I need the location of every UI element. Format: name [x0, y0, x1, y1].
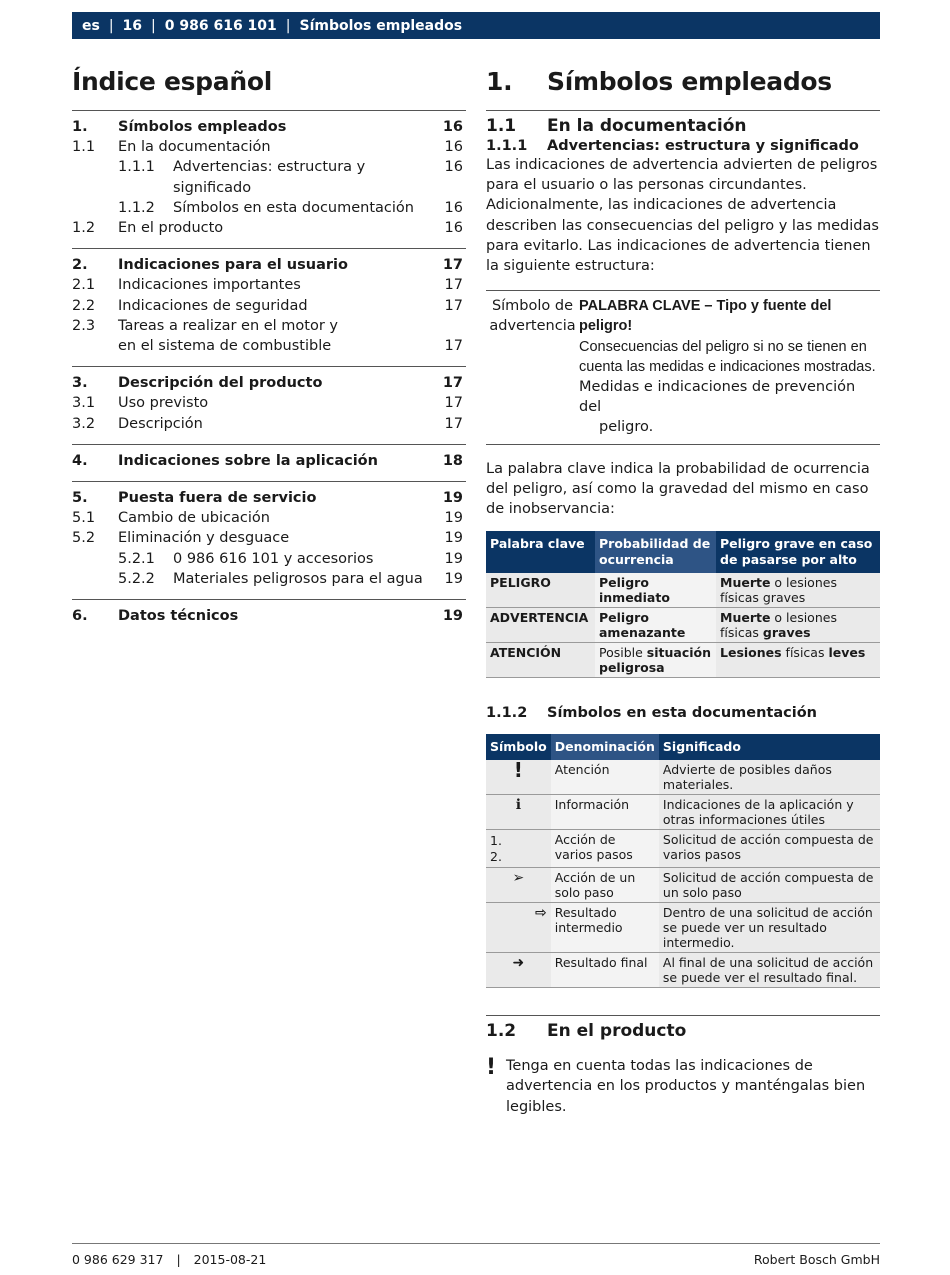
toc-entry-number: 3.2: [72, 415, 96, 432]
toc-entry-number: [72, 336, 118, 356]
toc-entry-number: 2.3: [72, 317, 96, 334]
toc-entry-page: 17: [442, 375, 463, 392]
outline-arrow-icon: ⇨: [535, 905, 547, 922]
toc-title: Índice español: [72, 67, 272, 96]
severity-cell: [716, 643, 880, 678]
toc-entry-page: 19: [444, 530, 463, 547]
subsubsection-title: [486, 704, 880, 722]
toc-entry-number: 2.: [72, 257, 88, 274]
symbol-cell: [486, 795, 551, 830]
footer-left: [72, 1252, 266, 1267]
probability-text-bold: situación peligrosa: [599, 645, 712, 676]
toc-group: [72, 110, 466, 248]
section-title: [486, 66, 880, 110]
toc-group: [72, 599, 466, 636]
toc-entry-page: 17: [444, 338, 463, 355]
exclamation-icon: !: [486, 1055, 497, 1081]
product-note-text: Tenga en cuenta todas las indicaciones de advertencia en los productos y manténgalas bien legibles.: [506, 1058, 866, 1115]
product-note: [486, 1056, 880, 1117]
toc-entry-number: 5.2.1: [118, 550, 155, 567]
symbol-name-cell: Atención: [551, 760, 659, 795]
toc-entry-number: 5.2: [72, 530, 96, 547]
table-row: [486, 608, 880, 643]
toc-entry-number: 6.: [72, 608, 88, 625]
toc-entry-page: 17: [444, 277, 463, 294]
toc-entry-text: En la documentación: [118, 139, 271, 156]
keyword-cell: [486, 643, 595, 678]
footer-doc-number: 0 986 629 317: [72, 1252, 164, 1267]
toc-entry-page: 16: [442, 119, 463, 135]
keyword-text: ADVERTENCIA: [490, 610, 589, 626]
warning-measures-line: peligro.: [599, 419, 654, 436]
toc-entry-page: 19: [444, 510, 463, 527]
section-title-text: Símbolos empleados: [547, 67, 832, 96]
header-doc-number: 0 986 616 101: [164, 17, 277, 34]
toc-entry-number: 1.1.1: [118, 159, 155, 176]
toc-entry-number: 1.2: [72, 220, 96, 237]
symbol-meaning-cell: Solicitud de acción compuesta de un solo paso: [659, 868, 880, 903]
divider: [486, 1015, 880, 1016]
exclamation-icon: !: [513, 758, 523, 783]
toc-entry[interactable]: [72, 451, 466, 471]
toc-entry-text: Eliminación y desguace: [118, 530, 290, 547]
toc-entry[interactable]: [72, 508, 466, 528]
toc-entry-text: 0 986 616 101 y accesorios: [173, 550, 374, 567]
toc-entry-text: Puesta fuera de servicio: [118, 490, 317, 507]
subsection-number: 1.2: [486, 1021, 517, 1042]
table-header-cell: Símbolo: [486, 734, 551, 760]
toc-entry-number: 4.: [72, 452, 88, 469]
subsection-title-text: En la documentación: [547, 116, 747, 136]
probability-cell: [595, 608, 716, 643]
symbol-name-cell: Acción de un solo paso: [551, 868, 659, 903]
toc-entry-text: Tareas a realizar en el motor y: [118, 317, 339, 334]
toc-entry-text: en el sistema de combustible: [118, 338, 332, 355]
bold-arrow-icon: ➜: [512, 955, 525, 972]
table-row: [486, 643, 880, 678]
header-page: 16: [122, 17, 143, 34]
toc-entry-page: [442, 316, 466, 336]
footer-company: Robert Bosch GmbH: [753, 1252, 880, 1267]
toc-entry[interactable]: [72, 157, 466, 197]
toc-entry[interactable]: [72, 569, 466, 589]
toc-entry-number: 5.: [72, 490, 88, 507]
table-row: [486, 573, 880, 608]
toc-entry[interactable]: [72, 218, 466, 238]
toc-entry-text: Símbolos empleados: [118, 119, 287, 135]
toc-entry-number: 1.1.2: [118, 199, 155, 216]
toc-entry-number: 1.: [72, 119, 88, 135]
table-row: [486, 903, 880, 953]
toc-entry-text: Indicaciones para el usuario: [118, 257, 348, 274]
table-row: [486, 760, 880, 795]
toc-entry-number: 5.1: [72, 510, 96, 527]
toc-group: [72, 366, 466, 444]
toc-entry[interactable]: [72, 549, 466, 569]
probability-text: Posible: [599, 645, 647, 661]
header-bar: [72, 12, 880, 39]
toc-entry-page: 17: [444, 297, 463, 314]
toc-entry-page: 17: [444, 395, 463, 412]
toc-entry[interactable]: [72, 414, 466, 434]
severity-text: o lesiones físicas: [720, 610, 837, 641]
warning-consequence-line: Consecuencias del peligro si no se tienen en: [579, 338, 867, 355]
table-header-cell: Peligro grave en caso de pasarse por alto: [716, 531, 880, 573]
toc-entry-page: 19: [442, 608, 463, 625]
symbol-meaning-cell: Dentro de una solicitud de acción se puede ver un resultado intermedio.: [659, 903, 880, 953]
symbol-cell: [486, 868, 551, 903]
subsubsection-title: [486, 137, 880, 155]
header-separator: |: [108, 17, 114, 34]
severity-cell: [716, 573, 880, 608]
subsubsection-title-text: Símbolos en esta documentación: [547, 705, 817, 722]
subsection-number: 1.1: [486, 116, 517, 136]
subsubsection-number: 1.1.1: [486, 138, 528, 154]
table-header-cell: Probabilidad de ocurrencia: [595, 531, 716, 573]
intro-paragraph: Las indicaciones de advertencia advierten de peligros para el usuario o las personas circundantes. Adicionalmente, las indicaciones de advertencia describen las consecuencias del peligro y las medidas para evitarlo. Las indicaciones de advertencia tienen la siguiente estructura:: [486, 157, 879, 275]
toc-entry-number: 1.1: [72, 139, 96, 156]
toc-entry-page: 19: [444, 550, 463, 567]
toc-entry-text: Símbolos en esta documentación: [173, 199, 414, 216]
keyword-paragraph: La palabra clave indica la probabilidad de ocurrencia del peligro, así como la gravedad del mismo en caso de inobservancia:: [486, 460, 870, 518]
toc-entry-page: 16: [444, 159, 463, 176]
probability-text-bold: Peligro inmediato: [599, 575, 670, 606]
table-header-cell: Palabra clave: [486, 531, 595, 573]
symbol-cell: [486, 953, 551, 988]
info-icon: ℹ: [515, 797, 522, 814]
symbol-cell: [486, 830, 551, 868]
severity-text: físicas: [781, 645, 829, 661]
severity-text-bold: graves: [762, 625, 811, 641]
symbol-meaning-cell: Al final de una solicitud de acción se puede ver el resultado final.: [659, 953, 880, 988]
toc-entry-page: 16: [444, 220, 463, 237]
toc-entry[interactable]: [72, 198, 466, 218]
symbol-name-cell: Resultado intermedio: [551, 903, 659, 953]
subsubsection-title-text: Advertencias: estructura y significado: [547, 138, 859, 154]
toc-entry-number: 2.2: [72, 297, 96, 314]
warning-content: [579, 296, 880, 437]
probability-cell: [595, 643, 716, 678]
severity-text-bold: Muerte: [720, 575, 771, 591]
divider: [486, 110, 880, 111]
toc-entry[interactable]: [72, 528, 466, 548]
severity-text-bold: Lesiones: [720, 645, 782, 661]
symbol-meaning-cell: Solicitud de acción compuesta de varios pasos: [659, 830, 880, 868]
toc-list: [72, 110, 466, 636]
toc-entry-text: Uso previsto: [118, 395, 209, 412]
keyword-table: [486, 531, 880, 678]
warning-symbol-label-line: advertencia: [489, 318, 576, 335]
table-row: [486, 795, 880, 830]
toc-entry-text: Descripción: [118, 415, 203, 432]
warning-measures-line: Medidas e indicaciones de prevención del: [579, 379, 856, 416]
symbol-name-cell: Acción de varios pasos: [551, 830, 659, 868]
toc-entry-page: 16: [444, 139, 463, 156]
toc-entry[interactable]: [72, 137, 466, 157]
probability-text-bold: Peligro amenazante: [599, 610, 686, 641]
symbol-name-cell: Información: [551, 795, 659, 830]
toc-entry-page: 17: [442, 257, 463, 274]
footer: [72, 1243, 880, 1267]
toc-entry-page: 19: [444, 570, 463, 587]
severity-text-bold: Muerte: [720, 610, 771, 626]
toc-entry[interactable]: [72, 316, 466, 336]
symbol-table: [486, 734, 880, 988]
symbol-name-cell: Resultado final: [551, 953, 659, 988]
table-header-cell: Significado: [659, 734, 880, 760]
toc-entry[interactable]: [72, 606, 466, 626]
symbol-cell: [486, 760, 551, 795]
footer-date: 2015-08-21: [193, 1252, 267, 1267]
toc-entry[interactable]: [72, 255, 466, 275]
arrowhead-icon: ➢: [512, 870, 525, 887]
warning-keyword-line: PALABRA CLAVE – Tipo y fuente del peligro!: [579, 298, 832, 335]
symbol-table-body: [486, 760, 880, 988]
subsection-title: [486, 1020, 880, 1042]
toc-entry-text: Indicaciones importantes: [118, 277, 301, 294]
table-row: [486, 868, 880, 903]
toc-entry-page: 18: [442, 452, 463, 469]
toc-group: [72, 248, 466, 366]
keyword-cell: [486, 573, 595, 608]
toc-entry-page: 16: [444, 199, 463, 216]
probability-cell: [595, 573, 716, 608]
toc-entry[interactable]: [72, 336, 466, 356]
toc-group: [72, 444, 466, 481]
toc-entry-text: Indicaciones sobre la aplicación: [118, 452, 378, 469]
symbol-meaning-cell: Indicaciones de la aplicación y otras informaciones útiles: [659, 795, 880, 830]
toc-entry-number: 5.2.2: [118, 570, 155, 587]
severity-text-bold: leves: [828, 645, 866, 661]
keyword-cell: [486, 608, 595, 643]
toc-entry-number: 3.1: [72, 395, 96, 412]
subsection-title-text: En el producto: [547, 1021, 687, 1042]
severity-cell: [716, 608, 880, 643]
header-section: Símbolos empleados: [299, 17, 463, 34]
toc-entry[interactable]: [72, 488, 466, 508]
table-header-cell: Denominación: [551, 734, 659, 760]
numbered-steps-icon: 1. 2.: [490, 833, 502, 865]
toc-entry[interactable]: [72, 393, 466, 413]
table-header-row: [486, 531, 880, 573]
toc-entry-page: 19: [442, 490, 463, 507]
toc-entry[interactable]: [72, 296, 466, 316]
content-column: [486, 66, 880, 1117]
warning-symbol-label-line: Símbolo de: [491, 298, 574, 315]
warning-symbol-label: [486, 296, 579, 437]
toc-entry[interactable]: [72, 117, 466, 137]
table-row: [486, 830, 880, 868]
table-row: [486, 953, 880, 988]
keyword-text: PELIGRO: [490, 575, 551, 591]
section-number: 1.: [486, 67, 513, 96]
toc-column: [72, 66, 466, 636]
header-separator: |: [151, 17, 156, 34]
toc-entry-text: Cambio de ubicación: [118, 510, 270, 527]
toc-entry-page: 17: [444, 415, 463, 432]
symbol-meaning-cell: Advierte de posibles daños materiales.: [659, 760, 880, 795]
footer-separator: |: [176, 1252, 181, 1267]
subsection-title: [486, 115, 880, 137]
header-separator: |: [285, 17, 291, 34]
header-lang: es: [82, 17, 100, 34]
toc-entry-text: Materiales peligrosos para el agua: [173, 570, 423, 587]
toc-entry[interactable]: [72, 373, 466, 393]
toc-entry-text: Descripción del producto: [118, 375, 323, 392]
toc-group: [72, 481, 466, 599]
keyword-table-body: [486, 573, 880, 678]
toc-entry-number: 3.: [72, 375, 88, 392]
severity-text: o lesiones físicas graves: [720, 575, 837, 606]
warning-consequence-line: cuenta las medidas e indicaciones mostradas.: [579, 358, 876, 375]
table-header-row: [486, 734, 880, 760]
subsubsection-number: 1.1.2: [486, 705, 528, 722]
toc-entry-text: Advertencias: estructura y significado: [173, 159, 366, 196]
toc-entry-text: Datos técnicos: [118, 608, 239, 625]
toc-entry-text: Indicaciones de seguridad: [118, 297, 308, 314]
warning-structure-box: [486, 290, 880, 444]
symbol-cell: [486, 903, 551, 953]
toc-entry[interactable]: [72, 275, 466, 295]
keyword-text: ATENCIÓN: [490, 645, 562, 661]
toc-entry-number: 2.1: [72, 277, 96, 294]
toc-entry-text: En el producto: [118, 220, 224, 237]
